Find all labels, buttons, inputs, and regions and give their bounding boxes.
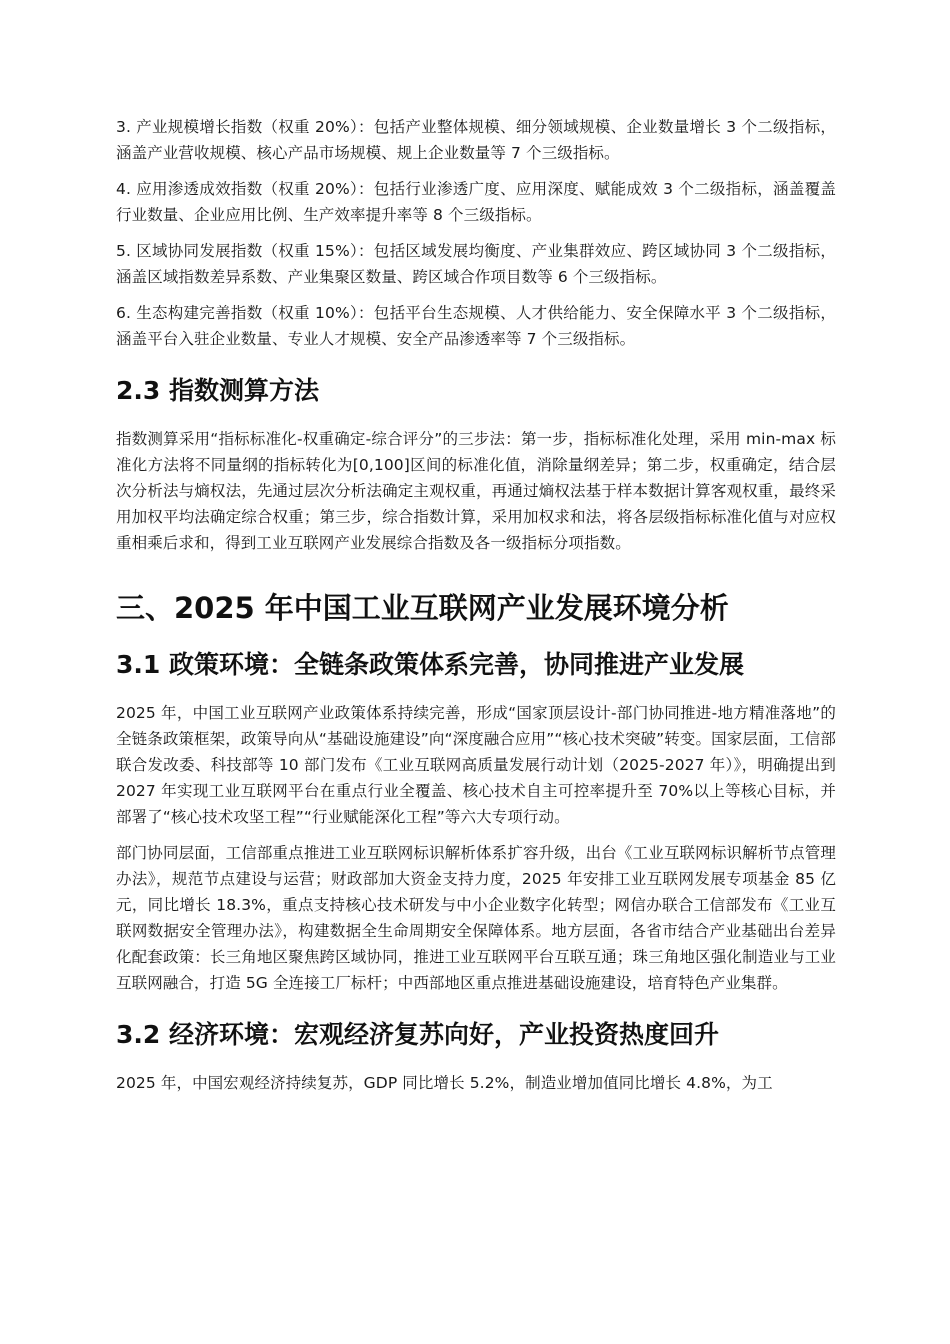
section-2-3-paragraph: 指数测算采用“指标标准化-权重确定-综合评分”的三步法：第一步，指标标准化处理，采用 min-max 标准化方法将不同量纲的指标转化为[0,100]区间的标准化值，消除量纲差异；第二步，权重确定，结合层次分析法与熵权法，先通过层次分析法确定主观权重，再通过熵权法基于样本数据计算客观权重，最终采用加权平均法确定综合权重；第三步，综合指数计算，采用加权求和法，将各层级指标标准化值与对应权重相乘后求和，得到工业互联网产业发展综合指数及各一级指标分项指数。 [116,430,836,552]
index-item-4: 4. 应用渗透成效指数（权重 20%）：包括行业渗透广度、应用深度、赋能成效 3 个二级指标，涵盖覆盖行业数量、企业应用比例、生产效率提升率等 8 个三级指标。 [116,180,836,224]
section-3-1-paragraph-2: 部门协同层面，工信部重点推进工业互联网标识解析体系扩容升级，出台《工业互联网标识解析节点管理办法》，规范节点建设与运营；财政部加大资金支持力度，2025 年安排工业互联网发展专项基金 85 亿元，同比增长 18.3%，重点支持核心技术研发与中小企业数字化转型；网信办联合工信部发布《工业互联网数据安全管理办法》，构建数据全生命周期安全保障体系。地方层面，各省市结合产业基础出台差异化配套政策：长三角地区聚焦跨区域协同，推进工业互联网平台互联互通；珠三角地区强化制造业与工业互联网融合，打造 5G 全连接工厂标杆；中西部地区重点推进基础设施建设，培育特色产业集群。 [116,844,836,992]
section-3-2-heading: 3.2 经济环境：宏观经济复苏向好，产业投资热度回升 [116,1020,719,1049]
section-2-3-heading: 2.3 指数测算方法 [116,376,319,405]
index-item-3: 3. 产业规模增长指数（权重 20%）：包括产业整体规模、细分领域规模、企业数量增长 3 个二级指标，涵盖产业营收规模、核心产品市场规模、规上企业数量等 7 个三级指标。 [116,118,836,162]
index-item-6: 6. 生态构建完善指数（权重 10%）：包括平台生态规模、人才供给能力、安全保障水平 3 个二级指标，涵盖平台入驻企业数量、专业人才规模、安全产品渗透率等 7 个三级指标。 [116,304,836,348]
index-item-5: 5. 区域协同发展指数（权重 15%）：包括区域发展均衡度、产业集群效应、跨区域协同 3 个二级指标，涵盖区域指数差异系数、产业集聚区数量、跨区域合作项目数等 6 个三级指标。 [116,242,836,286]
section-3-1-heading: 3.1 政策环境：全链条政策体系完善，协同推进产业发展 [116,650,744,679]
document-page [116,114,836,1106]
section-3-1-paragraph-1: 2025 年，中国工业互联网产业政策体系持续完善，形成“国家顶层设计-部门协同推进-地方精准落地”的全链条政策框架，政策导向从“基础设施建设”向“深度融合应用”“核心技术突破”转变。国家层面，工信部联合发改委、科技部等 10 部门发布《工业互联网高质量发展行动计划（2025-2027 年）》，明确提出到 2027 年实现工业互联网平台在重点行业全覆盖、核心技术自主可控率提升至 70%以上等核心目标，并部署了“核心技术攻坚工程”“行业赋能深化工程”等六大专项行动。 [116,704,836,826]
section-3-2-paragraph: 2025 年，中国宏观经济持续复苏，GDP 同比增长 5.2%，制造业增加值同比增长 4.8%，为工 [116,1074,773,1092]
chapter-3-heading: 三、2025 年中国工业互联网产业发展环境分析 [116,591,729,625]
